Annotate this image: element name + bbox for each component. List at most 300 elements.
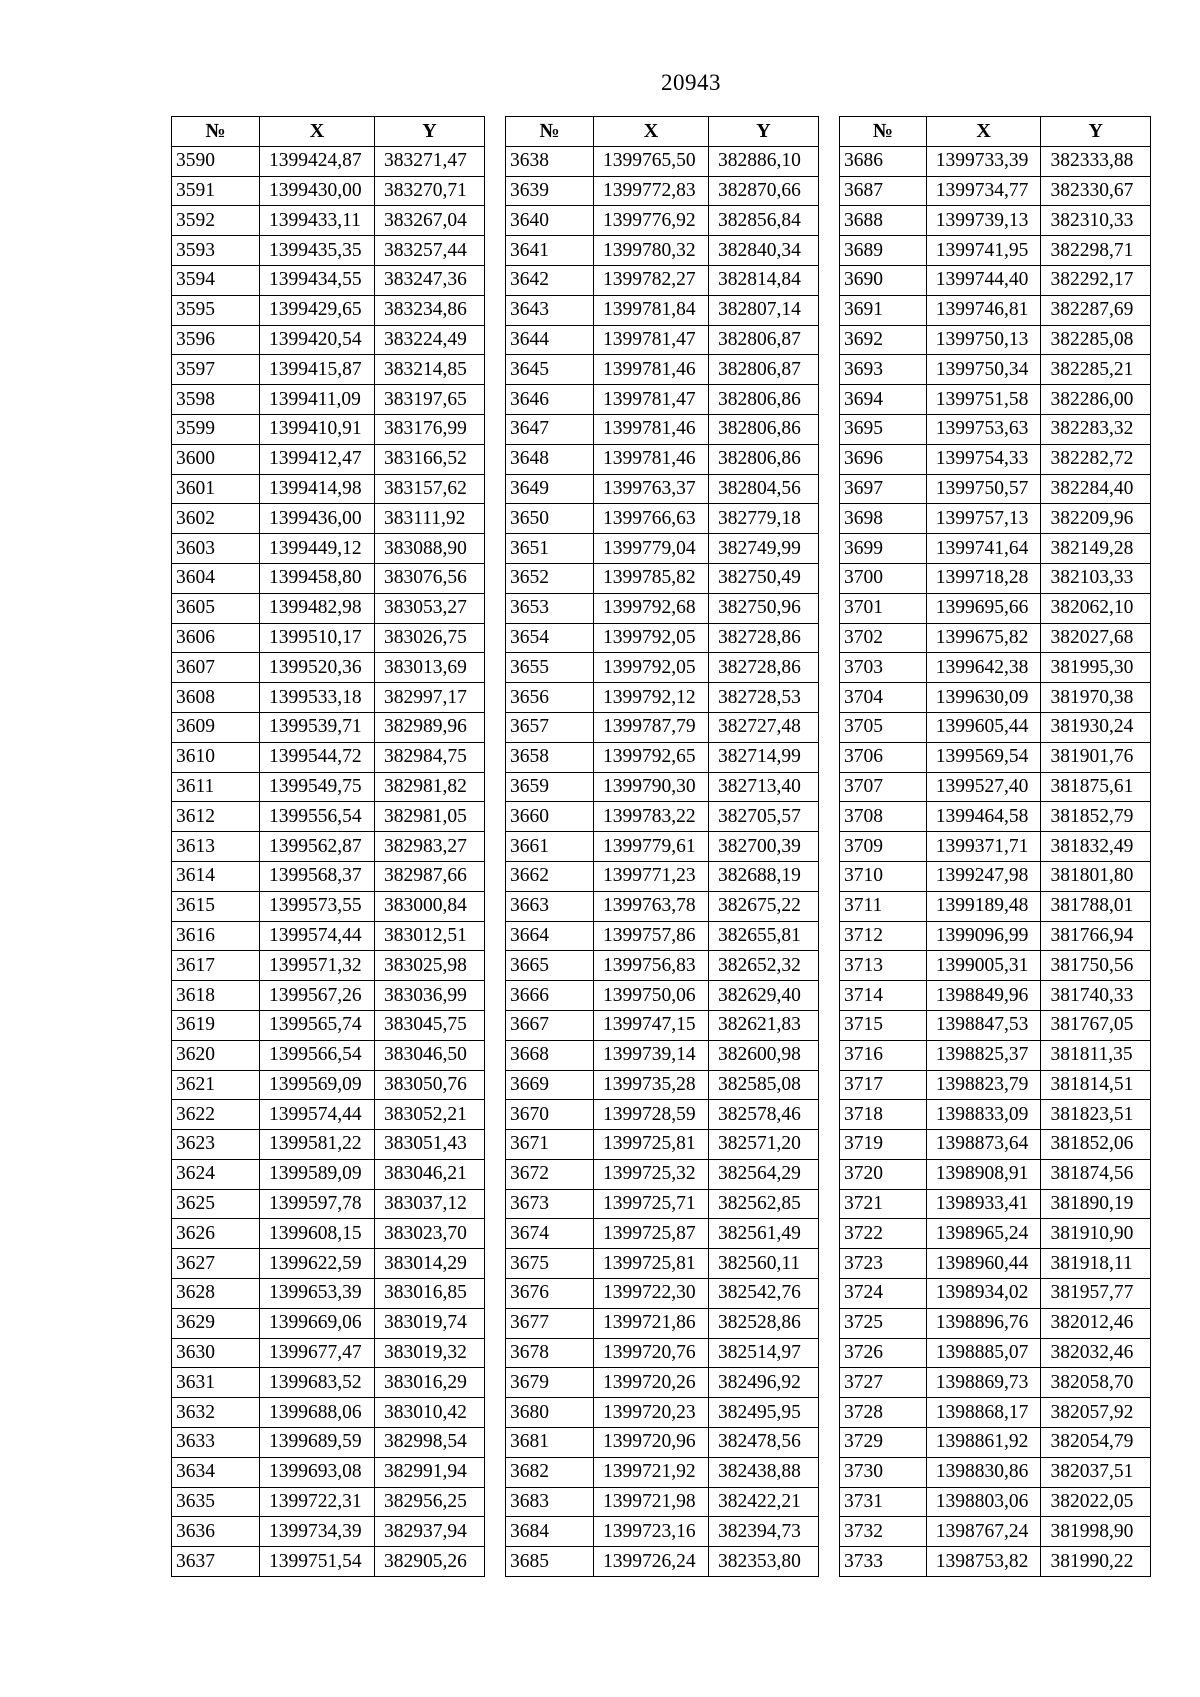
x-coordinate-cell: 1399566,54 — [260, 1040, 375, 1070]
point-number-cell: 3706 — [840, 742, 927, 772]
table-row — [506, 1070, 819, 1100]
y-coordinate-cell: 383197,65 — [375, 385, 485, 415]
x-coordinate-cell: 1398753,82 — [926, 1547, 1041, 1577]
point-number-cell: 3703 — [840, 653, 927, 683]
point-number-cell: 3651 — [506, 534, 594, 564]
y-coordinate-cell: 383270,71 — [375, 176, 485, 206]
y-coordinate-cell: 382629,40 — [709, 981, 819, 1011]
table-row — [172, 414, 485, 444]
point-number-cell: 3661 — [506, 832, 594, 862]
point-number-cell: 3623 — [172, 1130, 260, 1160]
x-coordinate-cell: 1399527,40 — [926, 772, 1041, 802]
x-coordinate-cell: 1399189,48 — [926, 891, 1041, 921]
y-coordinate-cell: 383046,21 — [375, 1159, 485, 1189]
table-row — [840, 355, 1151, 385]
x-coordinate-cell: 1399746,81 — [926, 295, 1041, 325]
y-coordinate-cell: 381957,77 — [1041, 1279, 1151, 1309]
point-number-cell: 3646 — [506, 385, 594, 415]
x-coordinate-cell: 1399574,44 — [260, 921, 375, 951]
table-row — [840, 951, 1151, 981]
x-coordinate-cell: 1399597,78 — [260, 1189, 375, 1219]
table-row — [506, 325, 819, 355]
table-row — [506, 1308, 819, 1338]
point-number-cell: 3602 — [172, 504, 260, 534]
table-row — [840, 1130, 1151, 1160]
x-coordinate-cell: 1399725,81 — [594, 1249, 709, 1279]
x-coordinate-cell: 1399567,26 — [260, 981, 375, 1011]
point-number-cell: 3650 — [506, 504, 594, 534]
x-coordinate-cell: 1399779,04 — [594, 534, 709, 564]
point-number-cell: 3716 — [840, 1040, 927, 1070]
point-number-cell: 3719 — [840, 1130, 927, 1160]
y-coordinate-cell: 382727,48 — [709, 712, 819, 742]
point-number-cell: 3694 — [840, 385, 927, 415]
table-row — [506, 1279, 819, 1309]
point-number-cell: 3690 — [840, 265, 927, 295]
table-row — [506, 1428, 819, 1458]
point-number-cell: 3628 — [172, 1279, 260, 1309]
point-number-cell: 3708 — [840, 802, 927, 832]
y-coordinate-cell: 382806,86 — [709, 444, 819, 474]
coordinate-table-3 — [839, 116, 1151, 1577]
point-number-cell: 3636 — [172, 1517, 260, 1547]
x-coordinate-cell: 1398896,76 — [926, 1308, 1041, 1338]
table-row — [172, 1338, 485, 1368]
point-number-cell: 3597 — [172, 355, 260, 385]
table-row — [506, 534, 819, 564]
table-row — [840, 1398, 1151, 1428]
x-coordinate-cell: 1399722,31 — [260, 1487, 375, 1517]
point-number-cell: 3590 — [172, 146, 260, 176]
x-coordinate-cell: 1398960,44 — [926, 1249, 1041, 1279]
x-coordinate-cell: 1399642,38 — [926, 653, 1041, 683]
table-row — [840, 1338, 1151, 1368]
point-number-cell: 3655 — [506, 653, 594, 683]
x-coordinate-cell: 1399420,54 — [260, 325, 375, 355]
table-row — [172, 176, 485, 206]
y-coordinate-cell: 382032,46 — [1041, 1338, 1151, 1368]
y-coordinate-cell: 382062,10 — [1041, 593, 1151, 623]
x-coordinate-cell: 1399792,65 — [594, 742, 709, 772]
column-header-x: X — [926, 117, 1041, 147]
y-coordinate-cell: 382285,21 — [1041, 355, 1151, 385]
x-coordinate-cell: 1399771,23 — [594, 861, 709, 891]
y-coordinate-cell: 382652,32 — [709, 951, 819, 981]
table-row — [840, 206, 1151, 236]
table-row — [506, 146, 819, 176]
y-coordinate-cell: 382022,05 — [1041, 1487, 1151, 1517]
y-coordinate-cell: 382984,75 — [375, 742, 485, 772]
point-number-cell: 3631 — [172, 1368, 260, 1398]
table-row — [840, 563, 1151, 593]
x-coordinate-cell: 1399569,54 — [926, 742, 1041, 772]
point-number-cell: 3692 — [840, 325, 927, 355]
table-row — [172, 474, 485, 504]
column-header-num: № — [840, 117, 927, 147]
table-row — [840, 861, 1151, 891]
table-row — [840, 623, 1151, 653]
x-coordinate-cell: 1399753,63 — [926, 414, 1041, 444]
x-coordinate-cell: 1399414,98 — [260, 474, 375, 504]
x-coordinate-cell: 1398869,73 — [926, 1368, 1041, 1398]
y-coordinate-cell: 382991,94 — [375, 1457, 485, 1487]
point-number-cell: 3684 — [506, 1517, 594, 1547]
y-coordinate-cell: 382728,86 — [709, 653, 819, 683]
y-coordinate-cell: 381874,56 — [1041, 1159, 1151, 1189]
table-row — [506, 683, 819, 713]
x-coordinate-cell: 1399571,32 — [260, 951, 375, 981]
x-coordinate-cell: 1399741,95 — [926, 236, 1041, 266]
y-coordinate-cell: 382027,68 — [1041, 623, 1151, 653]
x-coordinate-cell: 1399549,75 — [260, 772, 375, 802]
point-number-cell: 3670 — [506, 1100, 594, 1130]
y-coordinate-cell: 381811,35 — [1041, 1040, 1151, 1070]
x-coordinate-cell: 1399733,39 — [926, 146, 1041, 176]
table-row — [840, 146, 1151, 176]
y-coordinate-cell: 381740,33 — [1041, 981, 1151, 1011]
y-coordinate-cell: 382103,33 — [1041, 563, 1151, 593]
x-coordinate-cell: 1399726,24 — [594, 1547, 709, 1577]
point-number-cell: 3618 — [172, 981, 260, 1011]
y-coordinate-cell: 383023,70 — [375, 1219, 485, 1249]
table-row — [840, 414, 1151, 444]
point-number-cell: 3657 — [506, 712, 594, 742]
point-number-cell: 3603 — [172, 534, 260, 564]
y-coordinate-cell: 382814,84 — [709, 265, 819, 295]
table-row — [506, 414, 819, 444]
table-row — [506, 951, 819, 981]
y-coordinate-cell: 382209,96 — [1041, 504, 1151, 534]
point-number-cell: 3709 — [840, 832, 927, 862]
point-number-cell: 3666 — [506, 981, 594, 1011]
table-row — [172, 295, 485, 325]
coordinate-tables — [171, 116, 1151, 1572]
table-row — [172, 236, 485, 266]
point-number-cell: 3648 — [506, 444, 594, 474]
x-coordinate-cell: 1399424,87 — [260, 146, 375, 176]
x-coordinate-cell: 1399734,39 — [260, 1517, 375, 1547]
x-coordinate-cell: 1399688,06 — [260, 1398, 375, 1428]
x-coordinate-cell: 1398803,06 — [926, 1487, 1041, 1517]
x-coordinate-cell: 1399781,46 — [594, 355, 709, 385]
table-row — [506, 1368, 819, 1398]
table-row — [506, 295, 819, 325]
y-coordinate-cell: 383014,29 — [375, 1249, 485, 1279]
y-coordinate-cell: 382987,66 — [375, 861, 485, 891]
table-row — [172, 861, 485, 891]
x-coordinate-cell: 1399785,82 — [594, 563, 709, 593]
point-number-cell: 3720 — [840, 1159, 927, 1189]
point-number-cell: 3717 — [840, 1070, 927, 1100]
x-coordinate-cell: 1399556,54 — [260, 802, 375, 832]
y-coordinate-cell: 382956,25 — [375, 1487, 485, 1517]
point-number-cell: 3699 — [840, 534, 927, 564]
x-coordinate-cell: 1399735,28 — [594, 1070, 709, 1100]
point-number-cell: 3697 — [840, 474, 927, 504]
table-row — [172, 1517, 485, 1547]
y-coordinate-cell: 382728,53 — [709, 683, 819, 713]
point-number-cell: 3616 — [172, 921, 260, 951]
point-number-cell: 3626 — [172, 1219, 260, 1249]
y-coordinate-cell: 382438,88 — [709, 1457, 819, 1487]
point-number-cell: 3712 — [840, 921, 927, 951]
point-number-cell: 3681 — [506, 1428, 594, 1458]
x-coordinate-cell: 1398767,24 — [926, 1517, 1041, 1547]
table-row — [506, 1338, 819, 1368]
y-coordinate-cell: 382655,81 — [709, 921, 819, 951]
point-number-cell: 3652 — [506, 563, 594, 593]
y-coordinate-cell: 382585,08 — [709, 1070, 819, 1100]
table-row — [506, 265, 819, 295]
table-row — [840, 504, 1151, 534]
x-coordinate-cell: 1399725,81 — [594, 1130, 709, 1160]
point-number-cell: 3607 — [172, 653, 260, 683]
table-row — [506, 1517, 819, 1547]
x-coordinate-cell: 1399739,14 — [594, 1040, 709, 1070]
y-coordinate-cell: 383111,92 — [375, 504, 485, 534]
x-coordinate-cell: 1399763,37 — [594, 474, 709, 504]
point-number-cell: 3613 — [172, 832, 260, 862]
x-coordinate-cell: 1399589,09 — [260, 1159, 375, 1189]
column-header-y: Y — [375, 117, 485, 147]
y-coordinate-cell: 383052,21 — [375, 1100, 485, 1130]
point-number-cell: 3669 — [506, 1070, 594, 1100]
x-coordinate-cell: 1399720,23 — [594, 1398, 709, 1428]
table-row — [172, 1070, 485, 1100]
y-coordinate-cell: 382287,69 — [1041, 295, 1151, 325]
y-coordinate-cell: 382714,99 — [709, 742, 819, 772]
table-row — [506, 1100, 819, 1130]
table-row — [172, 951, 485, 981]
point-number-cell: 3685 — [506, 1547, 594, 1577]
x-coordinate-cell: 1399750,34 — [926, 355, 1041, 385]
table-row — [172, 1189, 485, 1219]
point-number-cell: 3627 — [172, 1249, 260, 1279]
x-coordinate-cell: 1399757,86 — [594, 921, 709, 951]
point-number-cell: 3687 — [840, 176, 927, 206]
y-coordinate-cell: 382989,96 — [375, 712, 485, 742]
table-row — [840, 325, 1151, 355]
x-coordinate-cell: 1399464,58 — [926, 802, 1041, 832]
point-number-cell: 3726 — [840, 1338, 927, 1368]
point-number-cell: 3606 — [172, 623, 260, 653]
table-row — [172, 355, 485, 385]
table-row — [840, 1010, 1151, 1040]
y-coordinate-cell: 382514,97 — [709, 1338, 819, 1368]
point-number-cell: 3662 — [506, 861, 594, 891]
table-row — [840, 1547, 1151, 1577]
y-coordinate-cell: 383234,86 — [375, 295, 485, 325]
table-row — [506, 772, 819, 802]
point-number-cell: 3733 — [840, 1547, 927, 1577]
column-header-y: Y — [709, 117, 819, 147]
point-number-cell: 3608 — [172, 683, 260, 713]
x-coordinate-cell: 1399776,92 — [594, 206, 709, 236]
x-coordinate-cell: 1399574,44 — [260, 1100, 375, 1130]
x-coordinate-cell: 1399721,98 — [594, 1487, 709, 1517]
point-number-cell: 3600 — [172, 444, 260, 474]
x-coordinate-cell: 1399412,47 — [260, 444, 375, 474]
table-row — [172, 1279, 485, 1309]
x-coordinate-cell: 1399754,33 — [926, 444, 1041, 474]
point-number-cell: 3730 — [840, 1457, 927, 1487]
point-number-cell: 3715 — [840, 1010, 927, 1040]
table-header-row — [172, 117, 485, 147]
x-coordinate-cell: 1399562,87 — [260, 832, 375, 862]
table-row — [840, 1517, 1151, 1547]
x-coordinate-cell: 1399410,91 — [260, 414, 375, 444]
y-coordinate-cell: 382333,88 — [1041, 146, 1151, 176]
y-coordinate-cell: 382713,40 — [709, 772, 819, 802]
point-number-cell: 3617 — [172, 951, 260, 981]
table-row — [840, 742, 1151, 772]
point-number-cell: 3660 — [506, 802, 594, 832]
x-coordinate-cell: 1399005,31 — [926, 951, 1041, 981]
point-number-cell: 3678 — [506, 1338, 594, 1368]
y-coordinate-cell: 382057,92 — [1041, 1398, 1151, 1428]
y-coordinate-cell: 383051,43 — [375, 1130, 485, 1160]
table-row — [172, 1040, 485, 1070]
point-number-cell: 3693 — [840, 355, 927, 385]
point-number-cell: 3641 — [506, 236, 594, 266]
x-coordinate-cell: 1398833,09 — [926, 1100, 1041, 1130]
point-number-cell: 3700 — [840, 563, 927, 593]
y-coordinate-cell: 382983,27 — [375, 832, 485, 862]
y-coordinate-cell: 382807,14 — [709, 295, 819, 325]
point-number-cell: 3644 — [506, 325, 594, 355]
table-row — [840, 1308, 1151, 1338]
table-row — [840, 593, 1151, 623]
point-number-cell: 3638 — [506, 146, 594, 176]
x-coordinate-cell: 1399605,44 — [926, 712, 1041, 742]
point-number-cell: 3696 — [840, 444, 927, 474]
table-row — [172, 712, 485, 742]
x-coordinate-cell: 1398885,07 — [926, 1338, 1041, 1368]
table-row — [840, 444, 1151, 474]
y-coordinate-cell: 382542,76 — [709, 1279, 819, 1309]
point-number-cell: 3683 — [506, 1487, 594, 1517]
y-coordinate-cell: 381852,79 — [1041, 802, 1151, 832]
x-coordinate-cell: 1399781,47 — [594, 385, 709, 415]
y-coordinate-cell: 383025,98 — [375, 951, 485, 981]
table-row — [506, 891, 819, 921]
table-row — [506, 1249, 819, 1279]
x-coordinate-cell: 1398823,79 — [926, 1070, 1041, 1100]
table-row — [172, 653, 485, 683]
table-row — [506, 1547, 819, 1577]
x-coordinate-cell: 1399723,16 — [594, 1517, 709, 1547]
y-coordinate-cell: 382675,22 — [709, 891, 819, 921]
x-coordinate-cell: 1399751,54 — [260, 1547, 375, 1577]
x-coordinate-cell: 1399722,30 — [594, 1279, 709, 1309]
point-number-cell: 3632 — [172, 1398, 260, 1428]
table-row — [172, 1398, 485, 1428]
point-number-cell: 3673 — [506, 1189, 594, 1219]
x-coordinate-cell: 1399568,37 — [260, 861, 375, 891]
x-coordinate-cell: 1399430,00 — [260, 176, 375, 206]
point-number-cell: 3635 — [172, 1487, 260, 1517]
x-coordinate-cell: 1399781,47 — [594, 325, 709, 355]
x-coordinate-cell: 1399565,74 — [260, 1010, 375, 1040]
y-coordinate-cell: 383247,36 — [375, 265, 485, 295]
x-coordinate-cell: 1398861,92 — [926, 1428, 1041, 1458]
point-number-cell: 3707 — [840, 772, 927, 802]
y-coordinate-cell: 382905,26 — [375, 1547, 485, 1577]
point-number-cell: 3647 — [506, 414, 594, 444]
point-number-cell: 3614 — [172, 861, 260, 891]
table-row — [840, 772, 1151, 802]
y-coordinate-cell: 381788,01 — [1041, 891, 1151, 921]
table-row — [172, 265, 485, 295]
point-number-cell: 3640 — [506, 206, 594, 236]
point-number-cell: 3704 — [840, 683, 927, 713]
x-coordinate-cell: 1399653,39 — [260, 1279, 375, 1309]
table-row — [506, 444, 819, 474]
point-number-cell: 3718 — [840, 1100, 927, 1130]
x-coordinate-cell: 1399689,59 — [260, 1428, 375, 1458]
table-row — [506, 504, 819, 534]
point-number-cell: 3725 — [840, 1308, 927, 1338]
x-coordinate-cell: 1399371,71 — [926, 832, 1041, 862]
y-coordinate-cell: 383000,84 — [375, 891, 485, 921]
y-coordinate-cell: 382981,82 — [375, 772, 485, 802]
x-coordinate-cell: 1399683,52 — [260, 1368, 375, 1398]
x-coordinate-cell: 1399783,22 — [594, 802, 709, 832]
table-row — [840, 653, 1151, 683]
x-coordinate-cell: 1398965,24 — [926, 1219, 1041, 1249]
x-coordinate-cell: 1399763,78 — [594, 891, 709, 921]
x-coordinate-cell: 1398830,86 — [926, 1457, 1041, 1487]
x-coordinate-cell: 1399435,35 — [260, 236, 375, 266]
table-row — [506, 593, 819, 623]
point-number-cell: 3705 — [840, 712, 927, 742]
point-number-cell: 3630 — [172, 1338, 260, 1368]
point-number-cell: 3619 — [172, 1010, 260, 1040]
x-coordinate-cell: 1399747,15 — [594, 1010, 709, 1040]
table-row — [840, 265, 1151, 295]
y-coordinate-cell: 382779,18 — [709, 504, 819, 534]
x-coordinate-cell: 1399533,18 — [260, 683, 375, 713]
point-number-cell: 3654 — [506, 623, 594, 653]
x-coordinate-cell: 1399458,80 — [260, 563, 375, 593]
table-row — [840, 1040, 1151, 1070]
y-coordinate-cell: 383016,29 — [375, 1368, 485, 1398]
point-number-cell: 3671 — [506, 1130, 594, 1160]
x-coordinate-cell: 1399725,71 — [594, 1189, 709, 1219]
y-coordinate-cell: 381918,11 — [1041, 1249, 1151, 1279]
y-coordinate-cell: 383267,04 — [375, 206, 485, 236]
table-row — [172, 1487, 485, 1517]
y-coordinate-cell: 382870,66 — [709, 176, 819, 206]
point-number-cell: 3595 — [172, 295, 260, 325]
y-coordinate-cell: 383224,49 — [375, 325, 485, 355]
x-coordinate-cell: 1399780,32 — [594, 236, 709, 266]
x-coordinate-cell: 1399756,83 — [594, 951, 709, 981]
point-number-cell: 3710 — [840, 861, 927, 891]
table-row — [172, 1249, 485, 1279]
table-row — [840, 176, 1151, 206]
y-coordinate-cell: 382998,54 — [375, 1428, 485, 1458]
table-row — [840, 236, 1151, 266]
point-number-cell: 3653 — [506, 593, 594, 623]
point-number-cell: 3634 — [172, 1457, 260, 1487]
point-number-cell: 3686 — [840, 146, 927, 176]
x-coordinate-cell: 1399449,12 — [260, 534, 375, 564]
point-number-cell: 3633 — [172, 1428, 260, 1458]
x-coordinate-cell: 1399781,84 — [594, 295, 709, 325]
y-coordinate-cell: 383257,44 — [375, 236, 485, 266]
y-coordinate-cell: 381767,05 — [1041, 1010, 1151, 1040]
